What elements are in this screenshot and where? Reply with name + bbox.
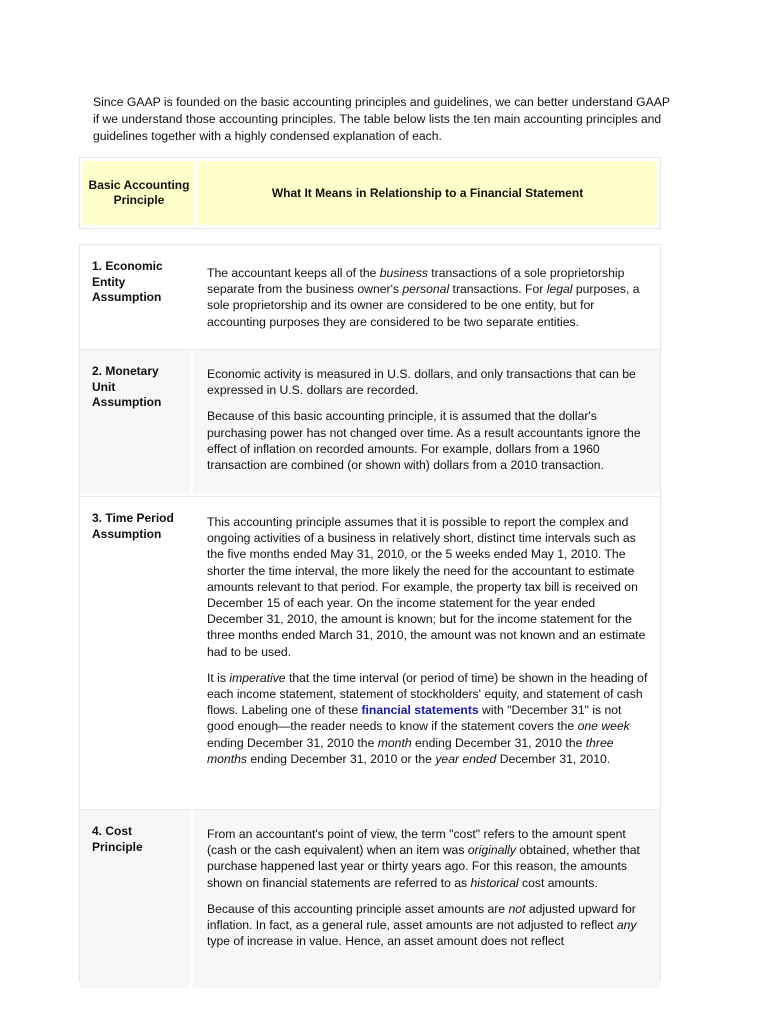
- row-description: [193, 497, 660, 806]
- text-run: transactions. For: [449, 282, 547, 297]
- text-run: three months: [207, 735, 614, 766]
- row-label: 2. Monetary Unit Assumption: [80, 350, 193, 493]
- text-run: purposes, a sole proprietorship and its owner are considered to be one entity, but for accounting purposes they are considered to be two separate entities.: [207, 282, 640, 329]
- text-run: month: [377, 735, 412, 750]
- text-run: legal: [546, 282, 573, 297]
- text-run: with "December 31" is not good enough—the reader needs to know if the statement covers the: [207, 703, 622, 734]
- table-row: [80, 809, 660, 988]
- text-run: ending December 31, 2010 or the: [246, 751, 436, 766]
- text-run: transactions of a sole proprietorship separate from the business owner's: [207, 266, 625, 297]
- row-description: [193, 350, 660, 493]
- text-run: any: [616, 918, 637, 933]
- row-label: 4. Cost Principle: [80, 810, 193, 988]
- intro-paragraph: Since GAAP is founded on the basic accounting principles and guidelines, we can better understand GAAP if we understand those accounting principles. The table below lists the ten main accounting principles and guidelines together with a highly condensed explanation of each.: [93, 95, 670, 143]
- principles-table: [79, 244, 661, 982]
- text-run: ending December 31, 2010 the: [207, 735, 378, 750]
- row-label: 3. Time Period Assumption: [80, 497, 193, 806]
- text-run: December 31, 2010.: [496, 751, 611, 766]
- row-label: 1. Economic Entity Assumption: [80, 245, 193, 346]
- text-run: not: [508, 901, 526, 916]
- text-run: cost amounts.: [518, 875, 598, 890]
- row-description: [193, 810, 660, 988]
- text-run: that the time interval (or period of time) be shown in the heading of each income statement, statement of stockholders' equity, and statement of cash flows. Labeling one of these: [207, 670, 648, 718]
- paragraph: This accounting principle assumes that it is possible to report the complex and ongoing activities of a business in relatively short, distinct time intervals such as the five months ended May 31, 2010, or the 5 weeks ended May 1, 2010. The shorter the time interval, the more likely the need for the accountant to estimate amounts relevant to that period. For example, the property tax bill is received on December 15 of each year. On the income statement for the year ended December 31, 2010, the amount is known; but for the income statement for the three months ended March 31, 2010, the amount was not known and an estimate had to be used.: [207, 515, 646, 659]
- table-row: [80, 349, 660, 496]
- text-run: It is: [207, 670, 230, 685]
- text-run: historical: [470, 875, 519, 890]
- row-description: [193, 245, 660, 346]
- header-meaning: What It Means in Relationship to a Financial Statement: [198, 161, 657, 225]
- financial-statements-link[interactable]: financial statements: [361, 703, 479, 718]
- text-run: originally: [467, 843, 516, 858]
- text-run: personal: [402, 282, 450, 297]
- text-run: The accountant keeps all of the: [207, 266, 380, 280]
- text-run: Because of this accounting principle asset amounts are: [207, 901, 509, 916]
- text-run: From an accountant's point of view, the term "cost" refers to the amount spent (cash or the cash equivalent) when an item was: [207, 827, 626, 858]
- text-run: ending December 31, 2010 the: [411, 735, 586, 750]
- text-run: imperative: [229, 670, 286, 685]
- text-run: year ended: [435, 751, 497, 766]
- text-run: one week: [577, 719, 630, 734]
- text-run: type of increase in value. Hence, an asset amount does not reflect: [207, 934, 565, 949]
- header-principle: Basic Accounting Principle: [83, 161, 195, 225]
- text-run: obtained, whether that purchase happened last year or thirty years ago. For this reason, the amounts shown on financial statements are referred to as: [207, 843, 640, 890]
- table-row: [80, 245, 660, 349]
- text-run: adjusted upward for inflation. In fact, as a general rule, asset amounts are not adjusted to reflect: [207, 901, 636, 933]
- table-header: [79, 157, 661, 229]
- paragraph: Economic activity is measured in U.S. dollars, and only transactions that can be expressed in U.S. dollars are recorded.: [207, 367, 636, 398]
- table-row: [80, 496, 660, 809]
- text-run: business: [379, 266, 428, 280]
- paragraph: Because of this basic accounting principle, it is assumed that the dollar's purchasing power has not changed over time. As a result accountants ignore the effect of inflation on recorded amounts. For example, dollars from a 1960 transaction are combined (or shown with) dollars from a 2010 transaction.: [207, 409, 641, 473]
